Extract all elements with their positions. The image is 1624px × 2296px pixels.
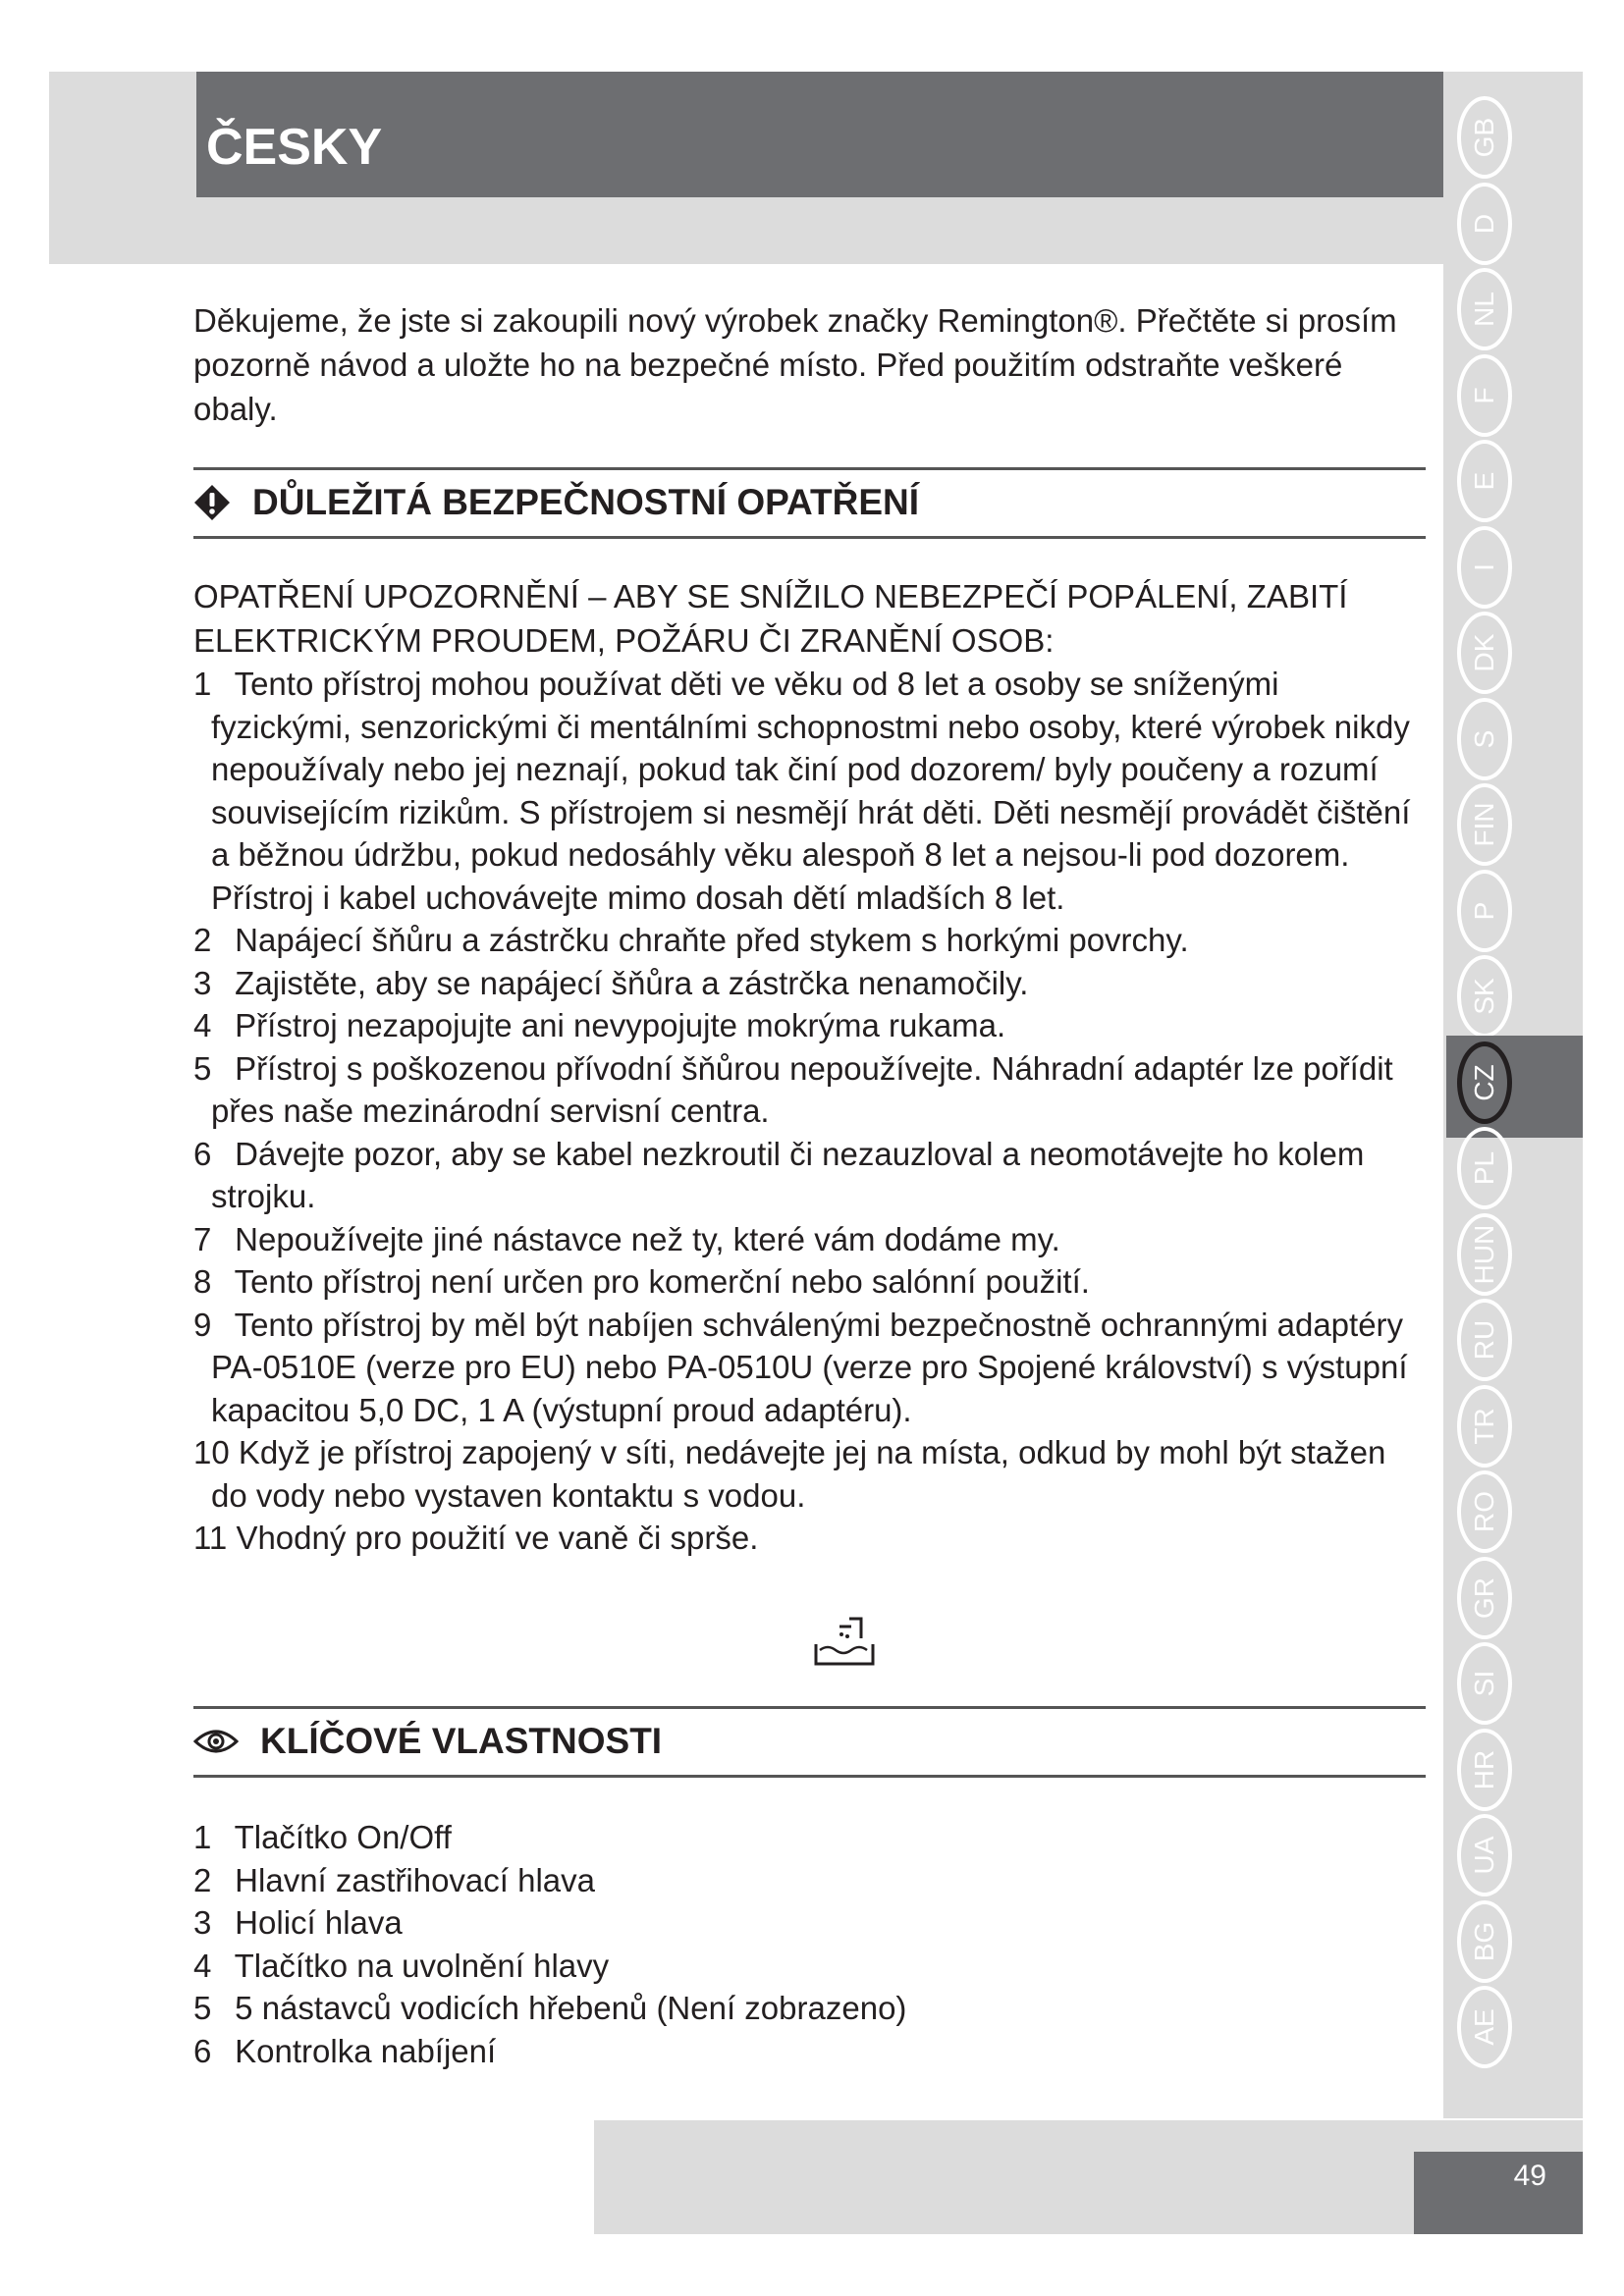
list-item-text: Kontrolka nabíjení — [235, 2032, 497, 2069]
language-tab-label: TR — [1469, 1407, 1499, 1445]
list-item — [193, 1004, 1421, 1047]
language-tab-label: DK — [1469, 633, 1499, 672]
language-tab-label: CZ — [1469, 1063, 1499, 1101]
list-item — [193, 2030, 1421, 2073]
list-item — [193, 1047, 1421, 1133]
list-item — [193, 1304, 1421, 1432]
language-tab-label: F — [1469, 386, 1499, 404]
list-item — [193, 1859, 1421, 1902]
features-heading — [193, 1721, 662, 1762]
language-tab-label: S — [1469, 729, 1499, 748]
list-item-number: 2 — [193, 922, 212, 958]
list-item-text: Vhodný pro použití ve vaně či sprše. — [236, 1520, 759, 1556]
list-item — [193, 962, 1421, 1005]
language-tab-label: GB — [1469, 117, 1499, 158]
list-item-text: Tlačítko On/Off — [234, 1819, 452, 1855]
list-item — [193, 1218, 1421, 1261]
list-item-text: Hlavní zastřihovací hlava — [235, 1861, 596, 1898]
list-item — [193, 1901, 1421, 1945]
list-item-text: 5 nástavců vodicích hřebenů (Není zobrazeno) — [235, 1990, 907, 2026]
warning-diamond-icon — [193, 484, 231, 521]
safety-list — [193, 663, 1421, 1560]
language-tab-label: BG — [1469, 1921, 1499, 1961]
intro-paragraph: Děkujeme, že jste si zakoupili nový výrobek značky Remington®. Přečtěte si prosím pozorně návod a uložte ho na bezpečné místo. Před použitím odstraňte veškeré obaly. — [193, 302, 1397, 427]
list-item-number: 9 — [193, 1306, 212, 1343]
list-item-text: Přístroj nezapojujte ani nevypojujte mokrýma rukama. — [235, 1007, 1006, 1043]
list-item-number: 4 — [193, 1007, 212, 1043]
list-item-number: 7 — [193, 1220, 212, 1257]
list-item-number: 1 — [193, 1819, 212, 1855]
list-item-number: 5 — [193, 1990, 212, 2026]
list-item-number: 10 — [193, 1434, 230, 1470]
language-tab-label: PL — [1469, 1150, 1499, 1186]
list-item — [193, 1816, 1421, 1859]
language-tab-label: P — [1469, 901, 1499, 920]
language-tab-label: HR — [1469, 1749, 1499, 1789]
divider — [193, 1775, 1426, 1778]
list-item-text: Napájecí šňůru a zástrčku chraňte před stykem s horkými povrchy. — [235, 922, 1189, 958]
language-tab-ae[interactable] — [1446, 1980, 1583, 2082]
list-item-number: 1 — [193, 666, 212, 702]
list-item-number: 2 — [193, 1861, 212, 1898]
features-list — [193, 1816, 1421, 2072]
features-heading-text: KLÍČOVÉ VLASTNOSTI — [260, 1721, 663, 1761]
list-item-number: 3 — [193, 964, 212, 1001]
language-tab-label: E — [1469, 471, 1499, 491]
list-item-text: Holicí hlava — [235, 1904, 403, 1941]
divider — [193, 536, 1426, 539]
language-tab-label: SK — [1469, 978, 1499, 1015]
language-tab-label: GR — [1469, 1576, 1499, 1619]
list-item — [193, 1133, 1421, 1218]
language-tab-label: SI — [1469, 1670, 1499, 1697]
list-item-number: 11 — [193, 1520, 228, 1556]
language-tab-label: AE — [1469, 2008, 1499, 2046]
bath-shower-icon — [810, 1615, 879, 1669]
language-tab-label: FIN — [1469, 802, 1499, 847]
list-item-text: Dávejte pozor, aby se kabel nezkroutil či nezauzloval a neomotávejte ho kolem strojku. — [211, 1135, 1365, 1214]
list-item — [193, 1260, 1421, 1304]
list-item-text: Když je přístroj zapojený v síti, nedávejte jej na místa, odkud by mohl být stažen do vody nebo vystaven kontaktu s vodou. — [211, 1434, 1386, 1514]
safety-heading — [193, 482, 919, 523]
divider — [193, 467, 1426, 470]
safety-heading-text: DŮLEŽITÁ BEZPEČNOSTNÍ OPATŘENÍ — [252, 482, 920, 522]
list-item — [193, 1987, 1421, 2030]
list-item — [193, 1517, 1421, 1560]
list-item — [193, 663, 1421, 919]
safety-subheading: OPATŘENÍ UPOZORNĚNÍ – ABY SE SNÍŽILO NEBEZPEČÍ POPÁLENÍ, ZABITÍ ELEKTRICKÝM PROUDEM, POŽÁRU ČI ZRANĚNÍ OSOB: — [193, 578, 1348, 659]
list-item-number: 4 — [193, 1947, 212, 1984]
list-item-number: 8 — [193, 1263, 212, 1300]
divider — [193, 1706, 1426, 1709]
page-title: ČESKY — [206, 119, 383, 176]
language-tab-label: D — [1469, 213, 1499, 234]
language-tab-label: UA — [1469, 1836, 1499, 1875]
list-item-number: 3 — [193, 1904, 212, 1941]
page-number: 49 — [1513, 2160, 1546, 2192]
list-item-text: Tento přístroj by měl být nabíjen schválenými bezpečnostně ochrannými adaptéry PA-0510E (verze pro EU) nebo PA-0510U (verze pro Spojené království) s výstupní kapacitou 5,0 DC, 1 A (výstupní proud adaptéru). — [211, 1306, 1408, 1428]
list-item-number: 5 — [193, 1049, 212, 1087]
language-tab-label: RU — [1469, 1319, 1499, 1361]
list-item-text: Tlačítko na uvolnění hlavy — [234, 1947, 610, 1984]
list-item-text: Přístroj s poškozenou přívodní šňůrou nepoužívejte. Náhradní adaptér lze pořídit přes naše mezinárodní servisní centra. — [211, 1049, 1393, 1129]
list-item-text: Zajistěte, aby se napájecí šňůra a zástrčka nenamočily. — [235, 964, 1029, 1001]
list-item-text: Nepoužívejte jiné nástavce než ty, které vám dodáme my. — [235, 1220, 1060, 1257]
list-item — [193, 1431, 1421, 1517]
list-item-text: Tento přístroj není určen pro komerční nebo salónní použití. — [234, 1263, 1090, 1300]
list-item-number: 6 — [193, 2032, 212, 2069]
list-item-number: 6 — [193, 1135, 212, 1172]
language-tab-label: RO — [1469, 1491, 1499, 1532]
title-bar — [196, 72, 1443, 197]
eye-icon — [193, 1727, 239, 1756]
language-tab-label: NL — [1469, 292, 1499, 327]
list-item-text: Tento přístroj mohou používat děti ve věku od 8 let a osoby se sníženými fyzickými, senzorickými či mentálními schopnostmi nebo osoby, které výrobek nikdy nepoužívaly nebo jej neznají, pokud tak činí pod dozorem/ byly poučeny a rozumí souvisejícím rizikům. S přístrojem si nesmějí hrát děti. Děti nesmějí provádět čištění a běžnou údržbu, pokud nedosáhly věku alespoň 8 let a nejsou-li pod dozorem. Přístroj i kabel uchovávejte mimo dosah dětí mladších 8 let. — [211, 666, 1411, 916]
list-item — [193, 919, 1421, 962]
list-item — [193, 1945, 1421, 1988]
language-tab-label: I — [1469, 562, 1499, 571]
language-tab-label: HUN — [1469, 1224, 1499, 1284]
